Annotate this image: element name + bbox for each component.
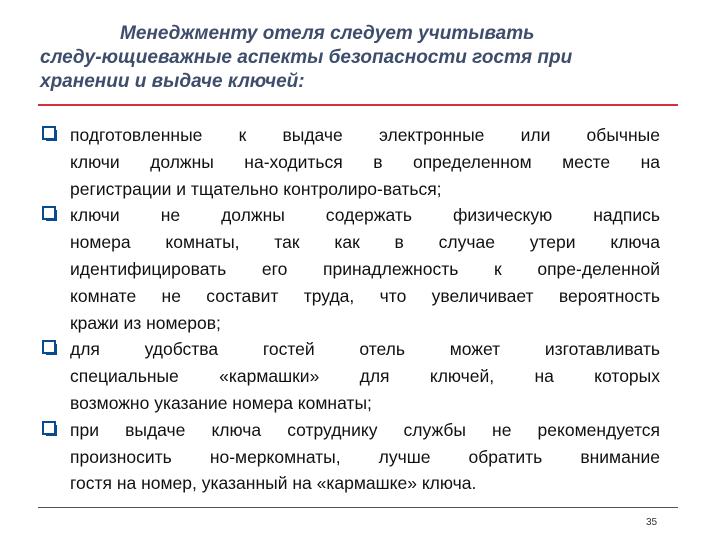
- page-number: 35: [646, 517, 658, 528]
- slide-title-line: следу-ющиеважные аспекты безопасности гостя при: [40, 47, 573, 68]
- bullet-text-line: идентифицировать его принадлежность к опре-деленной: [70, 258, 660, 279]
- checkbox-square-icon: [42, 421, 56, 435]
- bullet-item: [42, 202, 660, 336]
- bullet-item: [42, 417, 660, 497]
- checkbox-square-icon: [42, 340, 56, 354]
- slide-title-line: Менеджменту отеля следует учитывать: [120, 23, 535, 44]
- checkbox-square-icon: [42, 206, 56, 220]
- bullet-item: [42, 122, 660, 202]
- bullet-item: [42, 336, 660, 416]
- title-divider: [38, 104, 678, 106]
- bullet-text-line: для удобства гостей отель может изготавливать: [70, 339, 660, 360]
- footer-divider: [38, 507, 678, 508]
- bullet-text-line: произносить но-меркомнаты, лучше обратить внимание: [70, 446, 660, 467]
- slide-title-line: хранении и выдаче ключей:: [40, 71, 305, 92]
- bullet-text-line: кражи из номеров;: [70, 312, 221, 333]
- bullet-text-line: подготовленные к выдаче электронные или обычные: [70, 125, 660, 145]
- checkbox-square-icon: [42, 126, 56, 140]
- bullet-text-line: при выдаче ключа сотруднику службы не рекомендуется: [70, 419, 660, 440]
- slide-title: [40, 22, 670, 94]
- bullet-text-line: возможно указание номера комнаты;: [70, 392, 372, 413]
- bullet-text-line: номера комнаты, так как в случае утери ключа: [70, 232, 660, 253]
- bullet-text-line: гостя на номер, указанный на «кармашке» ключа.: [70, 473, 477, 494]
- bullet-text-line: специальные «кармашки» для ключей, на которых: [70, 366, 660, 387]
- bullet-list: [42, 122, 660, 497]
- bullet-text-line: ключи должны на-ходиться в определенном месте на: [70, 151, 660, 172]
- bullet-text-line: ключи не должны содержать физическую надпись: [70, 205, 660, 226]
- bullet-text-line: регистрации и тщательно контролиро-ваться;: [70, 178, 442, 199]
- bullet-text-line: комнате не составит труда, что увеличивает вероятность: [70, 285, 660, 306]
